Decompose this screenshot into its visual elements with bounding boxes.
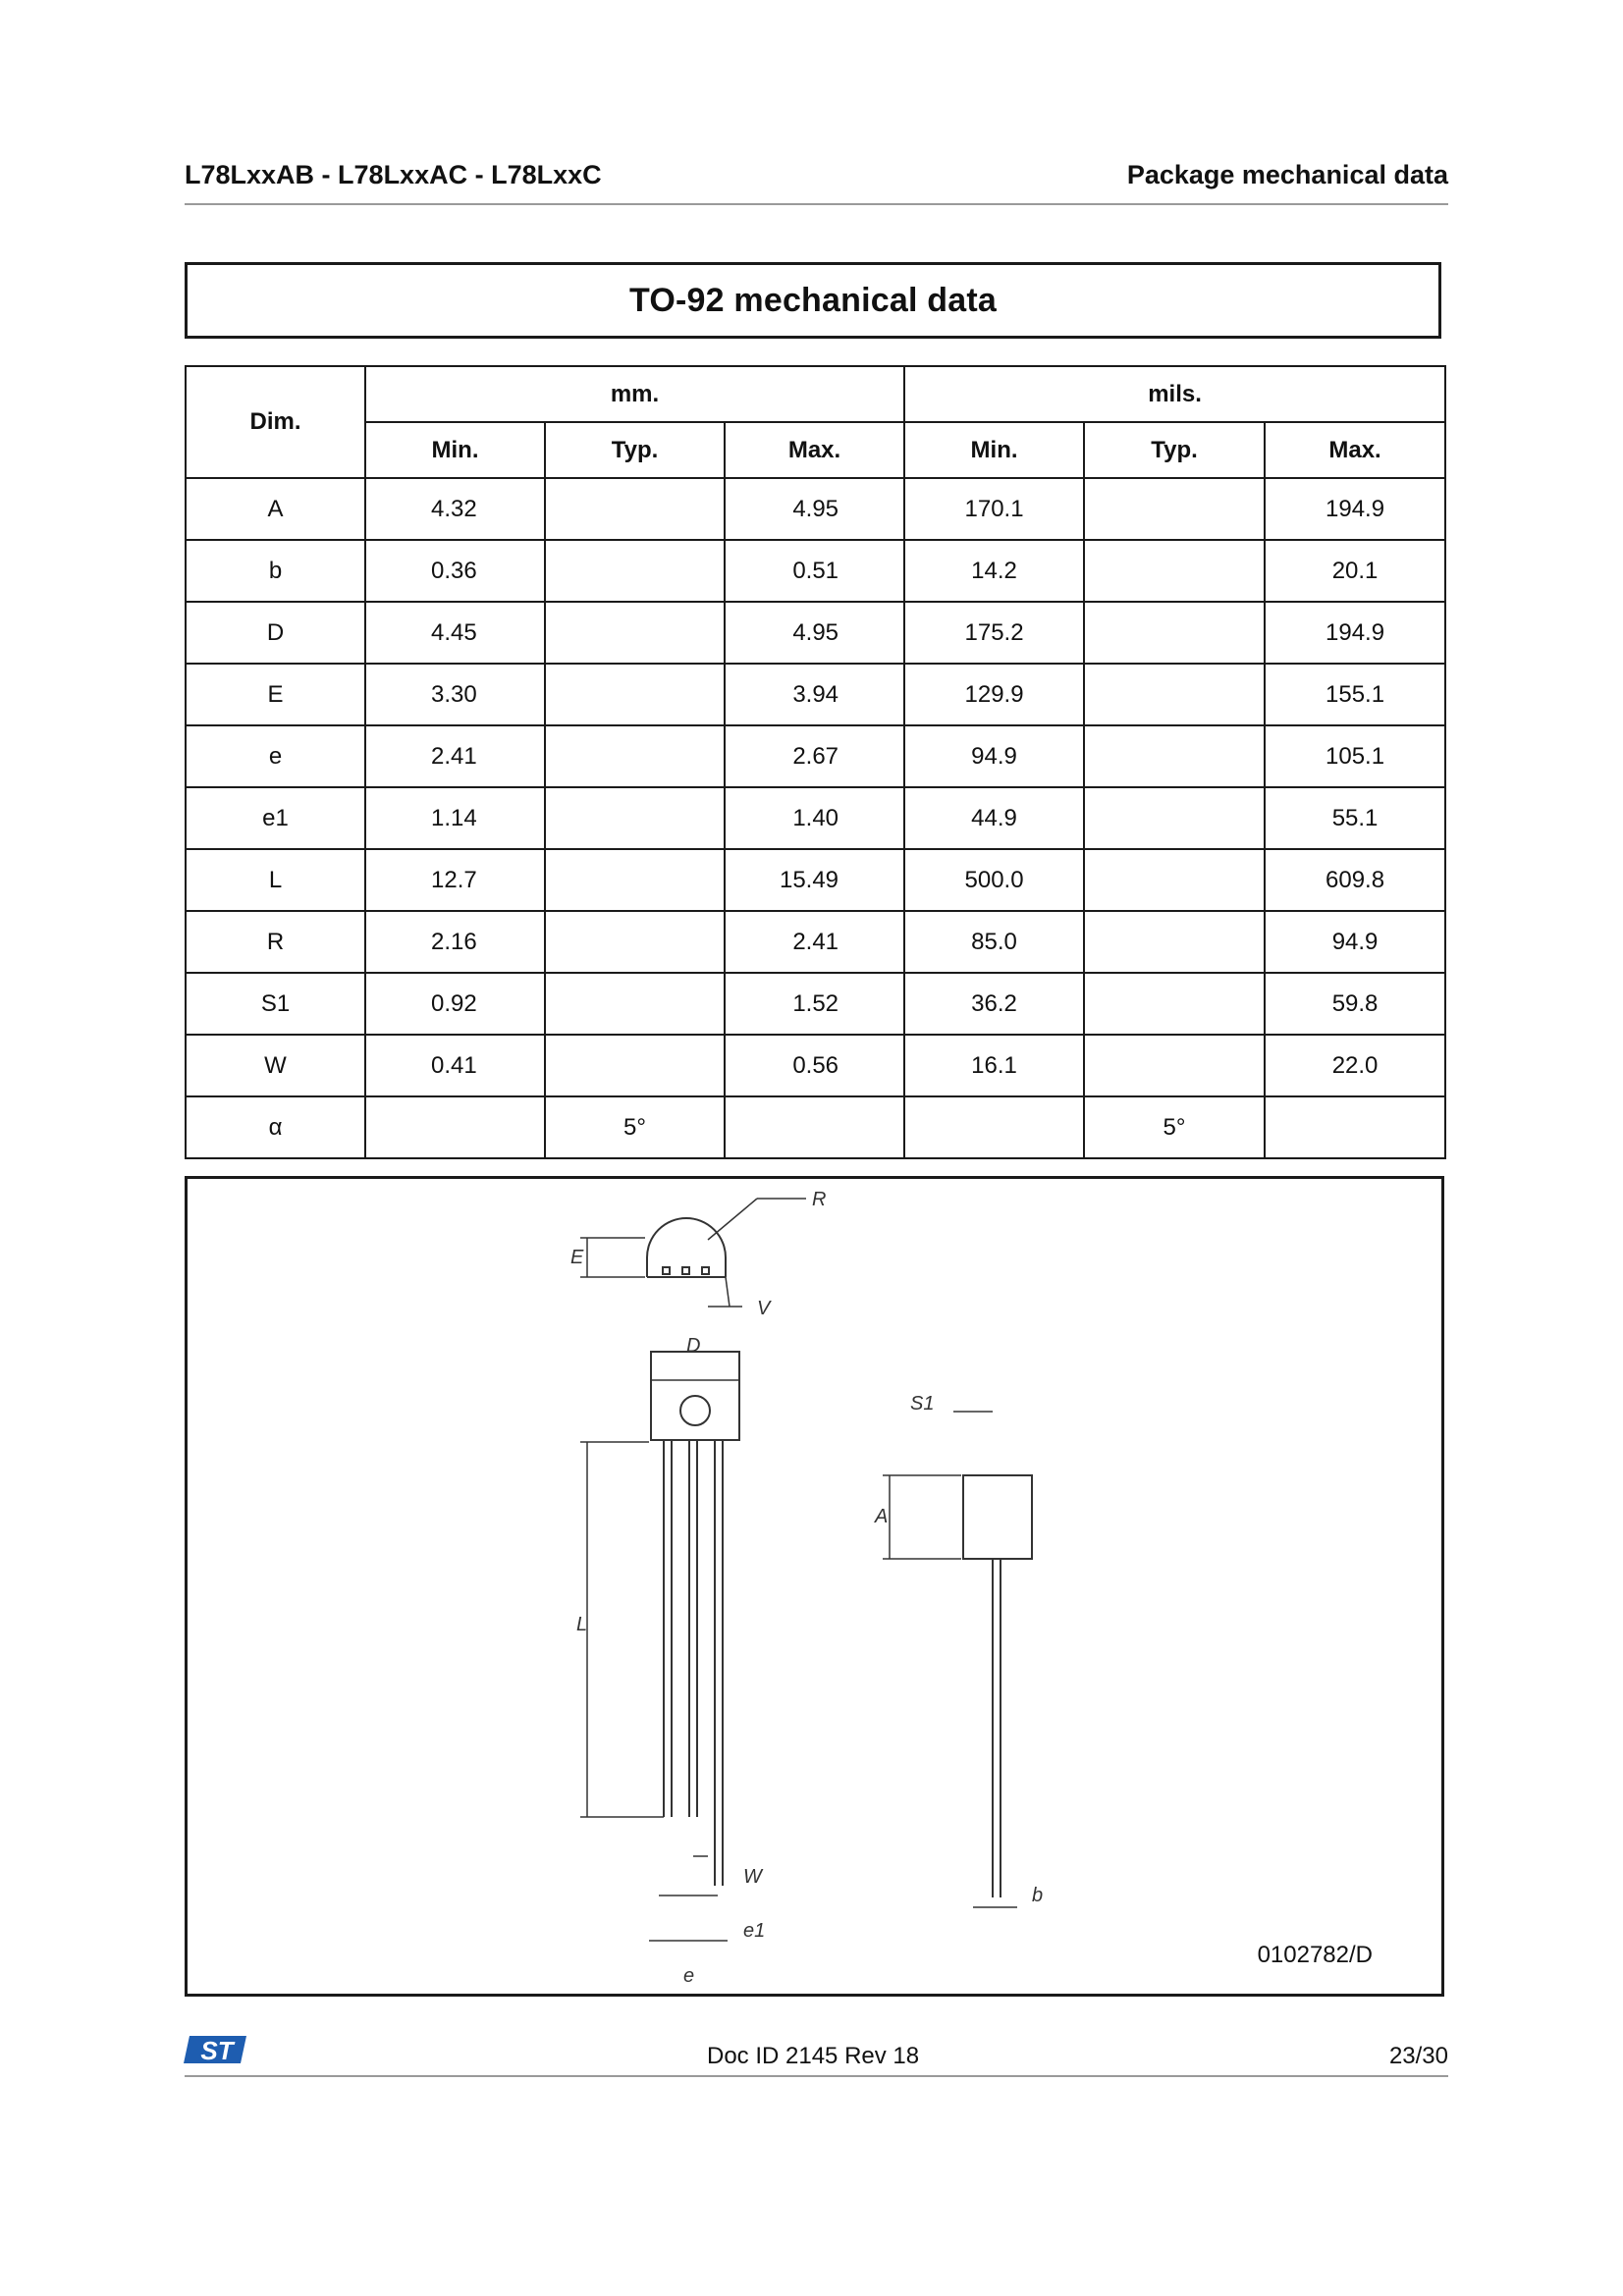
cell-mm-max: 0.51: [725, 540, 904, 602]
cell-mils-max: 609.8: [1265, 849, 1445, 911]
cell-mm-max: 4.95: [725, 478, 904, 540]
cell-dim: L: [186, 849, 365, 911]
cell-mm-min: 2.41: [365, 725, 545, 787]
cell-mils-min: 175.2: [904, 602, 1084, 664]
cell-mils-max: 105.1: [1265, 725, 1445, 787]
cell-mils-typ: [1084, 725, 1265, 787]
mils-max-header: Max.: [1265, 422, 1445, 478]
mm-typ-header: Typ.: [545, 422, 725, 478]
label-b: b: [1032, 1885, 1044, 1906]
cell-mm-typ: [545, 849, 725, 911]
dim-v-line: [726, 1277, 730, 1307]
label-l: L: [576, 1614, 588, 1635]
cell-dim: e: [186, 725, 365, 787]
mm-max-header: Max.: [725, 422, 904, 478]
cell-dim: R: [186, 911, 365, 973]
cell-mm-typ: [545, 1035, 725, 1096]
table-row: [186, 973, 1445, 1035]
table-row: [186, 602, 1445, 664]
cell-mils-max: [1265, 1096, 1445, 1158]
cell-dim: α: [186, 1096, 365, 1158]
cell-mm-typ: [545, 478, 725, 540]
st-logo-text: ST: [200, 2036, 234, 2065]
cell-mm-min: 12.7: [365, 849, 545, 911]
cell-mm-typ: [545, 602, 725, 664]
top-view-pin-2: [682, 1267, 689, 1274]
label-v: V: [757, 1298, 771, 1319]
header-document-title: L78LxxAB - L78LxxAC - L78LxxC: [185, 160, 602, 189]
dim-r-leader: [708, 1199, 757, 1240]
cell-mm-min: 1.14: [365, 787, 545, 849]
cell-mils-typ: [1084, 1035, 1265, 1096]
cell-mils-min: 14.2: [904, 540, 1084, 602]
cell-mils-max: 155.1: [1265, 664, 1445, 725]
top-view-pin-3: [702, 1267, 709, 1274]
footer-doc-id: Doc ID 2145 Rev 18: [707, 2043, 920, 2069]
cell-mm-min: 4.32: [365, 478, 545, 540]
table-row: [186, 787, 1445, 849]
cell-mm-max: 4.95: [725, 602, 904, 664]
label-s1: S1: [910, 1393, 935, 1415]
cell-mils-max: 55.1: [1265, 787, 1445, 849]
cell-mils-min: 500.0: [904, 849, 1084, 911]
cell-mils-typ: 5°: [1084, 1096, 1265, 1158]
cell-mils-max: 194.9: [1265, 602, 1445, 664]
to92-outline-drawing: [188, 1179, 1447, 2000]
cell-mm-typ: 5°: [545, 1096, 725, 1158]
dim-header: Dim.: [186, 366, 365, 478]
footer-divider: [185, 2075, 1448, 2077]
cell-dim: W: [186, 1035, 365, 1096]
cell-mm-min: [365, 1096, 545, 1158]
cell-mils-min: 94.9: [904, 725, 1084, 787]
cell-mm-max: 2.41: [725, 911, 904, 973]
table-row: [186, 540, 1445, 602]
label-w: W: [743, 1866, 762, 1888]
front-view-hole: [680, 1396, 710, 1425]
label-a: A: [875, 1506, 889, 1527]
cell-mm-typ: [545, 911, 725, 973]
side-view-body: [963, 1475, 1032, 1559]
cell-mils-max: 22.0: [1265, 1035, 1445, 1096]
cell-mils-typ: [1084, 478, 1265, 540]
st-logo: [184, 2030, 248, 2069]
label-r: R: [812, 1189, 827, 1210]
cell-mils-typ: [1084, 602, 1265, 664]
cell-mils-min: 44.9: [904, 787, 1084, 849]
cell-dim: e1: [186, 787, 365, 849]
label-e-pitch: e: [683, 1965, 695, 1987]
mils-typ-header: Typ.: [1084, 422, 1265, 478]
cell-mm-min: 3.30: [365, 664, 545, 725]
mils-min-header: Min.: [904, 422, 1084, 478]
cell-mils-typ: [1084, 787, 1265, 849]
cell-mm-max: 1.52: [725, 973, 904, 1035]
cell-mm-min: 0.92: [365, 973, 545, 1035]
cell-mils-max: 59.8: [1265, 973, 1445, 1035]
table-row: [186, 849, 1445, 911]
label-d: D: [686, 1335, 701, 1357]
mils-group-header: mils.: [904, 366, 1445, 422]
cell-mils-min: 36.2: [904, 973, 1084, 1035]
cell-mm-max: 3.94: [725, 664, 904, 725]
cell-mils-min: 170.1: [904, 478, 1084, 540]
cell-mils-typ: [1084, 973, 1265, 1035]
cell-mm-max: [725, 1096, 904, 1158]
cell-mm-min: 0.41: [365, 1035, 545, 1096]
cell-mm-typ: [545, 973, 725, 1035]
cell-mm-typ: [545, 787, 725, 849]
table-title: TO-92 mechanical data: [185, 262, 1441, 339]
cell-mils-min: 16.1: [904, 1035, 1084, 1096]
cell-dim: A: [186, 478, 365, 540]
drawing-id: 0102782/D: [1257, 1942, 1373, 1968]
cell-mils-typ: [1084, 911, 1265, 973]
cell-mm-max: 2.67: [725, 725, 904, 787]
mm-group-header: mm.: [365, 366, 904, 422]
cell-dim: b: [186, 540, 365, 602]
cell-mm-typ: [545, 540, 725, 602]
table-row: [186, 1096, 1445, 1158]
table-row: [186, 911, 1445, 973]
mechanical-data-table: [185, 365, 1446, 1159]
cell-mils-min: [904, 1096, 1084, 1158]
mm-min-header: Min.: [365, 422, 545, 478]
table-row: [186, 725, 1445, 787]
cell-mm-max: 15.49: [725, 849, 904, 911]
label-e1: e1: [743, 1920, 766, 1942]
cell-mm-typ: [545, 725, 725, 787]
cell-mils-typ: [1084, 540, 1265, 602]
cell-mils-max: 94.9: [1265, 911, 1445, 973]
cell-mils-max: 194.9: [1265, 478, 1445, 540]
top-view-pin-1: [663, 1267, 670, 1274]
cell-mils-min: 129.9: [904, 664, 1084, 725]
cell-dim: D: [186, 602, 365, 664]
cell-mm-typ: [545, 664, 725, 725]
cell-dim: S1: [186, 973, 365, 1035]
cell-mils-typ: [1084, 849, 1265, 911]
cell-mils-min: 85.0: [904, 911, 1084, 973]
header-section-title: Package mechanical data: [1126, 160, 1448, 189]
cell-mils-typ: [1084, 664, 1265, 725]
table-row: [186, 664, 1445, 725]
cell-mm-max: 0.56: [725, 1035, 904, 1096]
table-body: [186, 478, 1445, 1158]
cell-mm-min: 0.36: [365, 540, 545, 602]
cell-mm-min: 4.45: [365, 602, 545, 664]
cell-mils-max: 20.1: [1265, 540, 1445, 602]
header-divider: [185, 203, 1448, 205]
cell-dim: E: [186, 664, 365, 725]
cell-mm-max: 1.40: [725, 787, 904, 849]
table-row: [186, 1035, 1445, 1096]
package-drawing: [185, 1176, 1444, 1997]
table-row: [186, 478, 1445, 540]
footer-page-number: 23/30: [1388, 2043, 1448, 2069]
cell-mm-min: 2.16: [365, 911, 545, 973]
label-e-height: E: [570, 1247, 584, 1268]
